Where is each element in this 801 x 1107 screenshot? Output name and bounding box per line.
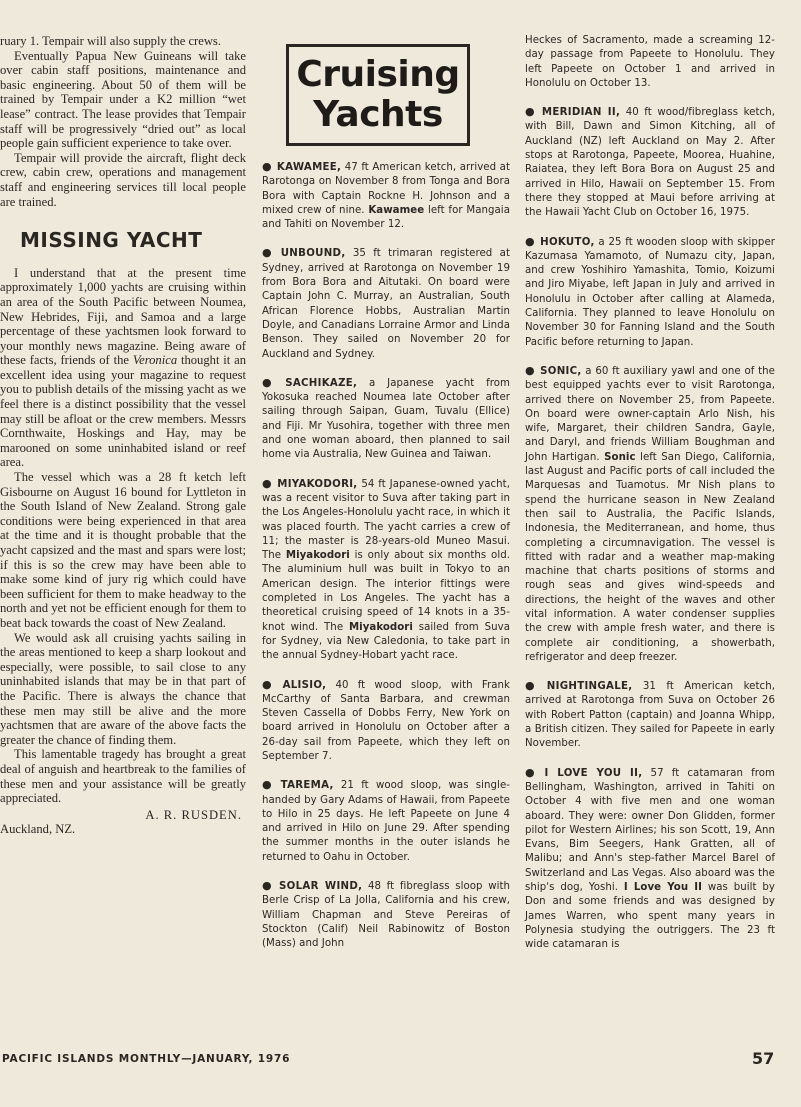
yacht-description: a Japanese yacht from Yokosuka reached Noumea late October after sailing through Saipan, Guam, Tuvalu (Ellice) and Fiji. Mr Yusohira, together with three men and one woman aboard, then planned to sail home via Australia, New Guinea and Taiwan. <box>262 377 510 461</box>
yacht-name-inline: I Love You II <box>623 882 702 894</box>
yacht-entry <box>262 477 510 664</box>
yacht-entry <box>525 766 775 953</box>
yacht-description: 40 ft wood sloop, with Frank McCarthy of Santa Barbara, and crewman Steven Cassella of Dobbs Ferry, New York on board arrived in Honolulu on October after a 26-day sail from Papeete, which they left on September 7. <box>262 679 510 762</box>
publication-footer: PACIFIC ISLANDS MONTHLY—JANUARY, 1976 <box>2 1053 291 1065</box>
veronica-italic: Veronica <box>132 353 178 368</box>
yacht-description: was built by Don and some friends and was designed by James Warren, who spent many years in Polynesia studying the outriggers. The 23 ft wide catamaran is <box>525 882 775 951</box>
yacht-description: left San Diego, California, last August and Pacific ports of call included the Marquesas and Tuamotus. Mr Nish plans to spend the hurricane season in New Zealand then sail to Australia, the Pacific Islands, Indonesia, the Mediterranean, and home, thus completing a circumnavigation. The vessel is fitted with radar and a weather map-making machine that charts positions of storms and rough seas and gives wind-speeds and directions, the height of the waves and other vital information. A water condenser supplies the crew with ample fresh water, and there is complete air conditioning, a showerbath, refrigerator and deep freezer. <box>525 451 775 663</box>
letter-para-1: I understand that at the present time approximately 1,000 yachts are cruising within an area of the South Pacific between Noumea, New Hebrides, Fiji, and Samoa and a large percentage of these yachtsmen look forward to your monthly news magazine. Being aware of these facts, friends of the Veronica thought it an excellent idea using your magazine to request you to publish details of the missing yacht as we feel there is a distinct possibility that the vessel may still be afloat or the crew members. Messrs Cornthwaite, Hoskings and Hay, may be marooned on some uninhabited island or reef area. <box>0 265 246 470</box>
bullet-icon: ● <box>262 677 278 691</box>
page-footer <box>0 1049 801 1073</box>
solar-wind-continuation: Heckes of Sacramento, made a screaming 12-day passage from Papeete to Honolulu. They left Papeete on October 1 and arrived in Honolulu on October 13. <box>525 35 775 89</box>
bullet-icon: ● <box>262 375 281 389</box>
col2-entries <box>262 160 510 952</box>
yacht-description: a 25 ft wooden sloop with skipper Kazumasa Yamamoto, of Numazu city, Japan, and crew Yoshihiro Yamashita, Tomio, Koizumi and Jiro Miyabe, left Japan in July and arrived in Honolulu in October after calling at Alameda, California. They planned to leave Honolulu on November 30 for Fanning Island and the South Pacific before returning to Japan. <box>525 236 775 348</box>
yacht-description: left for Mangaia and Tahiti on November 12. <box>262 204 510 231</box>
letter-para-4: This lamentable tragedy has brought a great deal of anguish and heartbreak to the families of these men and your assistance will be greatly appreciated. <box>0 747 246 806</box>
signature-name: A. R. RUSDEN. <box>145 807 242 822</box>
letter-para-3: We would ask all cruising yachts sailing in the areas mentioned to keep a sharp lookout and especially, were possible, to sail close to any uninhabited islands that may be in that part of the Pacific. There is always the chance that these men may still be alive and the more yachtsmen that are aware of the above facts the greater the chance of finding them. <box>0 630 246 747</box>
bullet-icon: ● <box>525 234 536 248</box>
bullet-icon: ● <box>525 679 542 693</box>
bullet-icon: ● <box>262 778 276 792</box>
page-number: 57 <box>752 1049 775 1068</box>
yacht-name: NIGHTINGALE, <box>546 681 633 693</box>
yacht-entry <box>262 246 510 361</box>
right-column <box>525 34 775 967</box>
signature-place: Auckland, NZ. <box>0 822 76 837</box>
col3-entries <box>525 105 775 952</box>
letter-para-2: The vessel which was a 28 ft ketch left Gisbourne on August 16 bound for Lyttleton in the South Island of New Zealand. Strong gale conditions were being experienced in that area at the time and it is thought probable that the yacht capsized and the mast and spars were lost; if this is so the crew may have been able to make some kind of jury rig which could have been sufficient for them to make headway to the north and yet not be efficient enough for them to beat back towards the coast of New Zealand. <box>0 470 246 630</box>
bullet-icon: ● <box>262 476 273 490</box>
tempair-para-3: Tempair will provide the aircraft, flight deck crew, cabin crew, operations and management staff and engineering services till local people are trained. <box>0 150 246 209</box>
yacht-name-inline: Kawamee <box>368 204 425 216</box>
yacht-name: SACHIKAZE, <box>285 377 358 389</box>
yacht-description: 40 ft wood/fibreglass ketch, with Bill, Dawn and Simon Kitching, all of Auckland (NZ) left Auckland on May 2. After stops at Rarotonga, Papeete, Moorea, Huahine, Raiatea, they left Bora Bora on August 25 and arrived in Hilo, Hawaii on September 15. From there they stopped at Maui before arriving at the Hawaii Yacht Club on October 16, 1975. <box>525 107 775 219</box>
yacht-description: 57 ft catamaran from Bellingham, Washington, arrived in Tahiti on October 4 with five men and one woman aboard. They were: owner Don Glidden, former pilot for Western Airlines; his son Scott, 19, Ann Evans, Bim Seegers, Hank Gratten, all of Malibu; and Ann's step-father Marcel Barel of Switzerland and Las Vegas. Also aboard was the ship's dog, Yoshi. <box>525 767 776 894</box>
yacht-name: MIYAKODORI, <box>277 478 358 490</box>
bullet-icon: ● <box>262 879 275 893</box>
section-title-line-1: Cruising <box>296 54 460 95</box>
yacht-name: UNBOUND, <box>280 248 346 260</box>
yacht-description: 54 ft Japanese-owned yacht, was a recent visitor to Suva after taking part in the Los Angeles-Honolulu yacht race, in which it was placed fourth. The yacht carries a crew of 11; the master is 28-years-old Muneo Masui. The <box>262 478 510 562</box>
yacht-entry <box>525 105 775 220</box>
yacht-name-inline: Miyakodori <box>348 621 413 633</box>
yacht-description: 47 ft American ketch, arrived at Rarotonga on November 8 from Tonga and Bora Bora with Captain Rockne H. Johnson and a mixed crew of nine. <box>262 162 510 216</box>
yacht-description: sailed from Suva for Sydney, via New Caledonia, to take part in the annual Sydney-Hobart yacht race. <box>262 621 510 662</box>
yacht-entry <box>525 235 775 350</box>
yacht-name: I LOVE YOU II, <box>544 767 643 779</box>
bullet-icon: ● <box>262 246 276 260</box>
yacht-name-inline: Miyakodori <box>285 550 350 562</box>
yacht-description: is only about six months old. The aluminium hull was built in Tokyo to an American design. The interior fittings were completed in Los Angeles. The yacht has a theoretical cruising speed of 14 knots in a 35-knot wind. The <box>262 550 510 633</box>
yacht-entry <box>262 376 510 463</box>
yacht-entry <box>525 679 775 751</box>
bullet-icon: ● <box>525 363 536 377</box>
yacht-description: a 60 ft auxiliary yawl and one of the best equipped yachts ever to visit Rarotonga, arrived there on November 25, from Papeete. On board were owner-captain Arlo Nish, his wife, Margaret, their children Sandra, Gayle, and Daryl, and friends William Boughman and John Hartigan. <box>525 365 775 463</box>
tempair-para-1: ruary 1. Tempair will also supply the crews. <box>0 34 221 48</box>
left-column <box>0 34 246 837</box>
yacht-description: 48 ft fibreglass sloop with Berle Crisp of La Jolla, California and his crew, William Chapman and Steve Pereiras of Stockton (Calif) Neil Rabinowitz of Boston (Mass) and John <box>262 881 511 950</box>
yacht-name: SOLAR WIND, <box>279 881 363 893</box>
tempair-para-2: Eventually Papua New Guineans will take over cabin staff positions, maintenance and basic engineering. About 50 of them will be trained by Tempair under a K2 million “wet lease” contract. The lease provides that Tempair staff will be progressively “dried out” as local people gain sufficient experience to take over. <box>0 48 246 151</box>
yacht-name: HOKUTO, <box>540 236 595 248</box>
yacht-name-inline: Sonic <box>604 451 636 463</box>
yacht-entry <box>262 879 510 951</box>
yacht-entry <box>262 778 510 865</box>
yacht-name: ALISIO, <box>282 679 327 691</box>
bullet-icon: ● <box>262 160 272 173</box>
yacht-description: 31 ft American ketch, arrived at Rarotonga from Suva on October 26 with Robert Patton (captain) and Joanna Whipp, a British citizen. They sailed for Papeete in early November. <box>525 681 775 750</box>
yacht-entry <box>525 364 775 665</box>
yacht-name: MERIDIAN II, <box>541 107 621 119</box>
yacht-name: SONIC, <box>540 365 582 377</box>
yacht-name: KAWAMEE, <box>276 162 342 173</box>
middle-column <box>262 34 510 966</box>
bullet-icon: ● <box>525 105 537 119</box>
yacht-entry <box>262 160 510 232</box>
yacht-description: 35 ft trimaran registered at Sydney, arrived at Rarotonga on November 19 from Bora Bora and Aitutaki. On board were Captain John C. Murray, an Australian, South African Florence Hobbs, Australian Martin Doyle, and Canadians Lorraine Armor and Linda Benson. They sailed on November 20 for Auckland and Sydney. <box>262 248 510 360</box>
yacht-name: TAREMA, <box>280 780 334 792</box>
missing-yacht-heading: MISSING YACHT <box>20 228 203 253</box>
yacht-description: 21 ft wood sloop, was single-handed by Gary Adams of Hawaii, from Papeete to Hilo in 25 days. He left Papeete on June 4 and arrived in Hilo on June 29. After spending the summer months in the outer islands he returned to Oahu in October. <box>262 780 510 863</box>
yacht-entry <box>262 678 510 765</box>
section-title-box <box>286 44 470 146</box>
bullet-icon: ● <box>525 765 540 779</box>
section-title-line-2: Yachts <box>313 94 443 135</box>
